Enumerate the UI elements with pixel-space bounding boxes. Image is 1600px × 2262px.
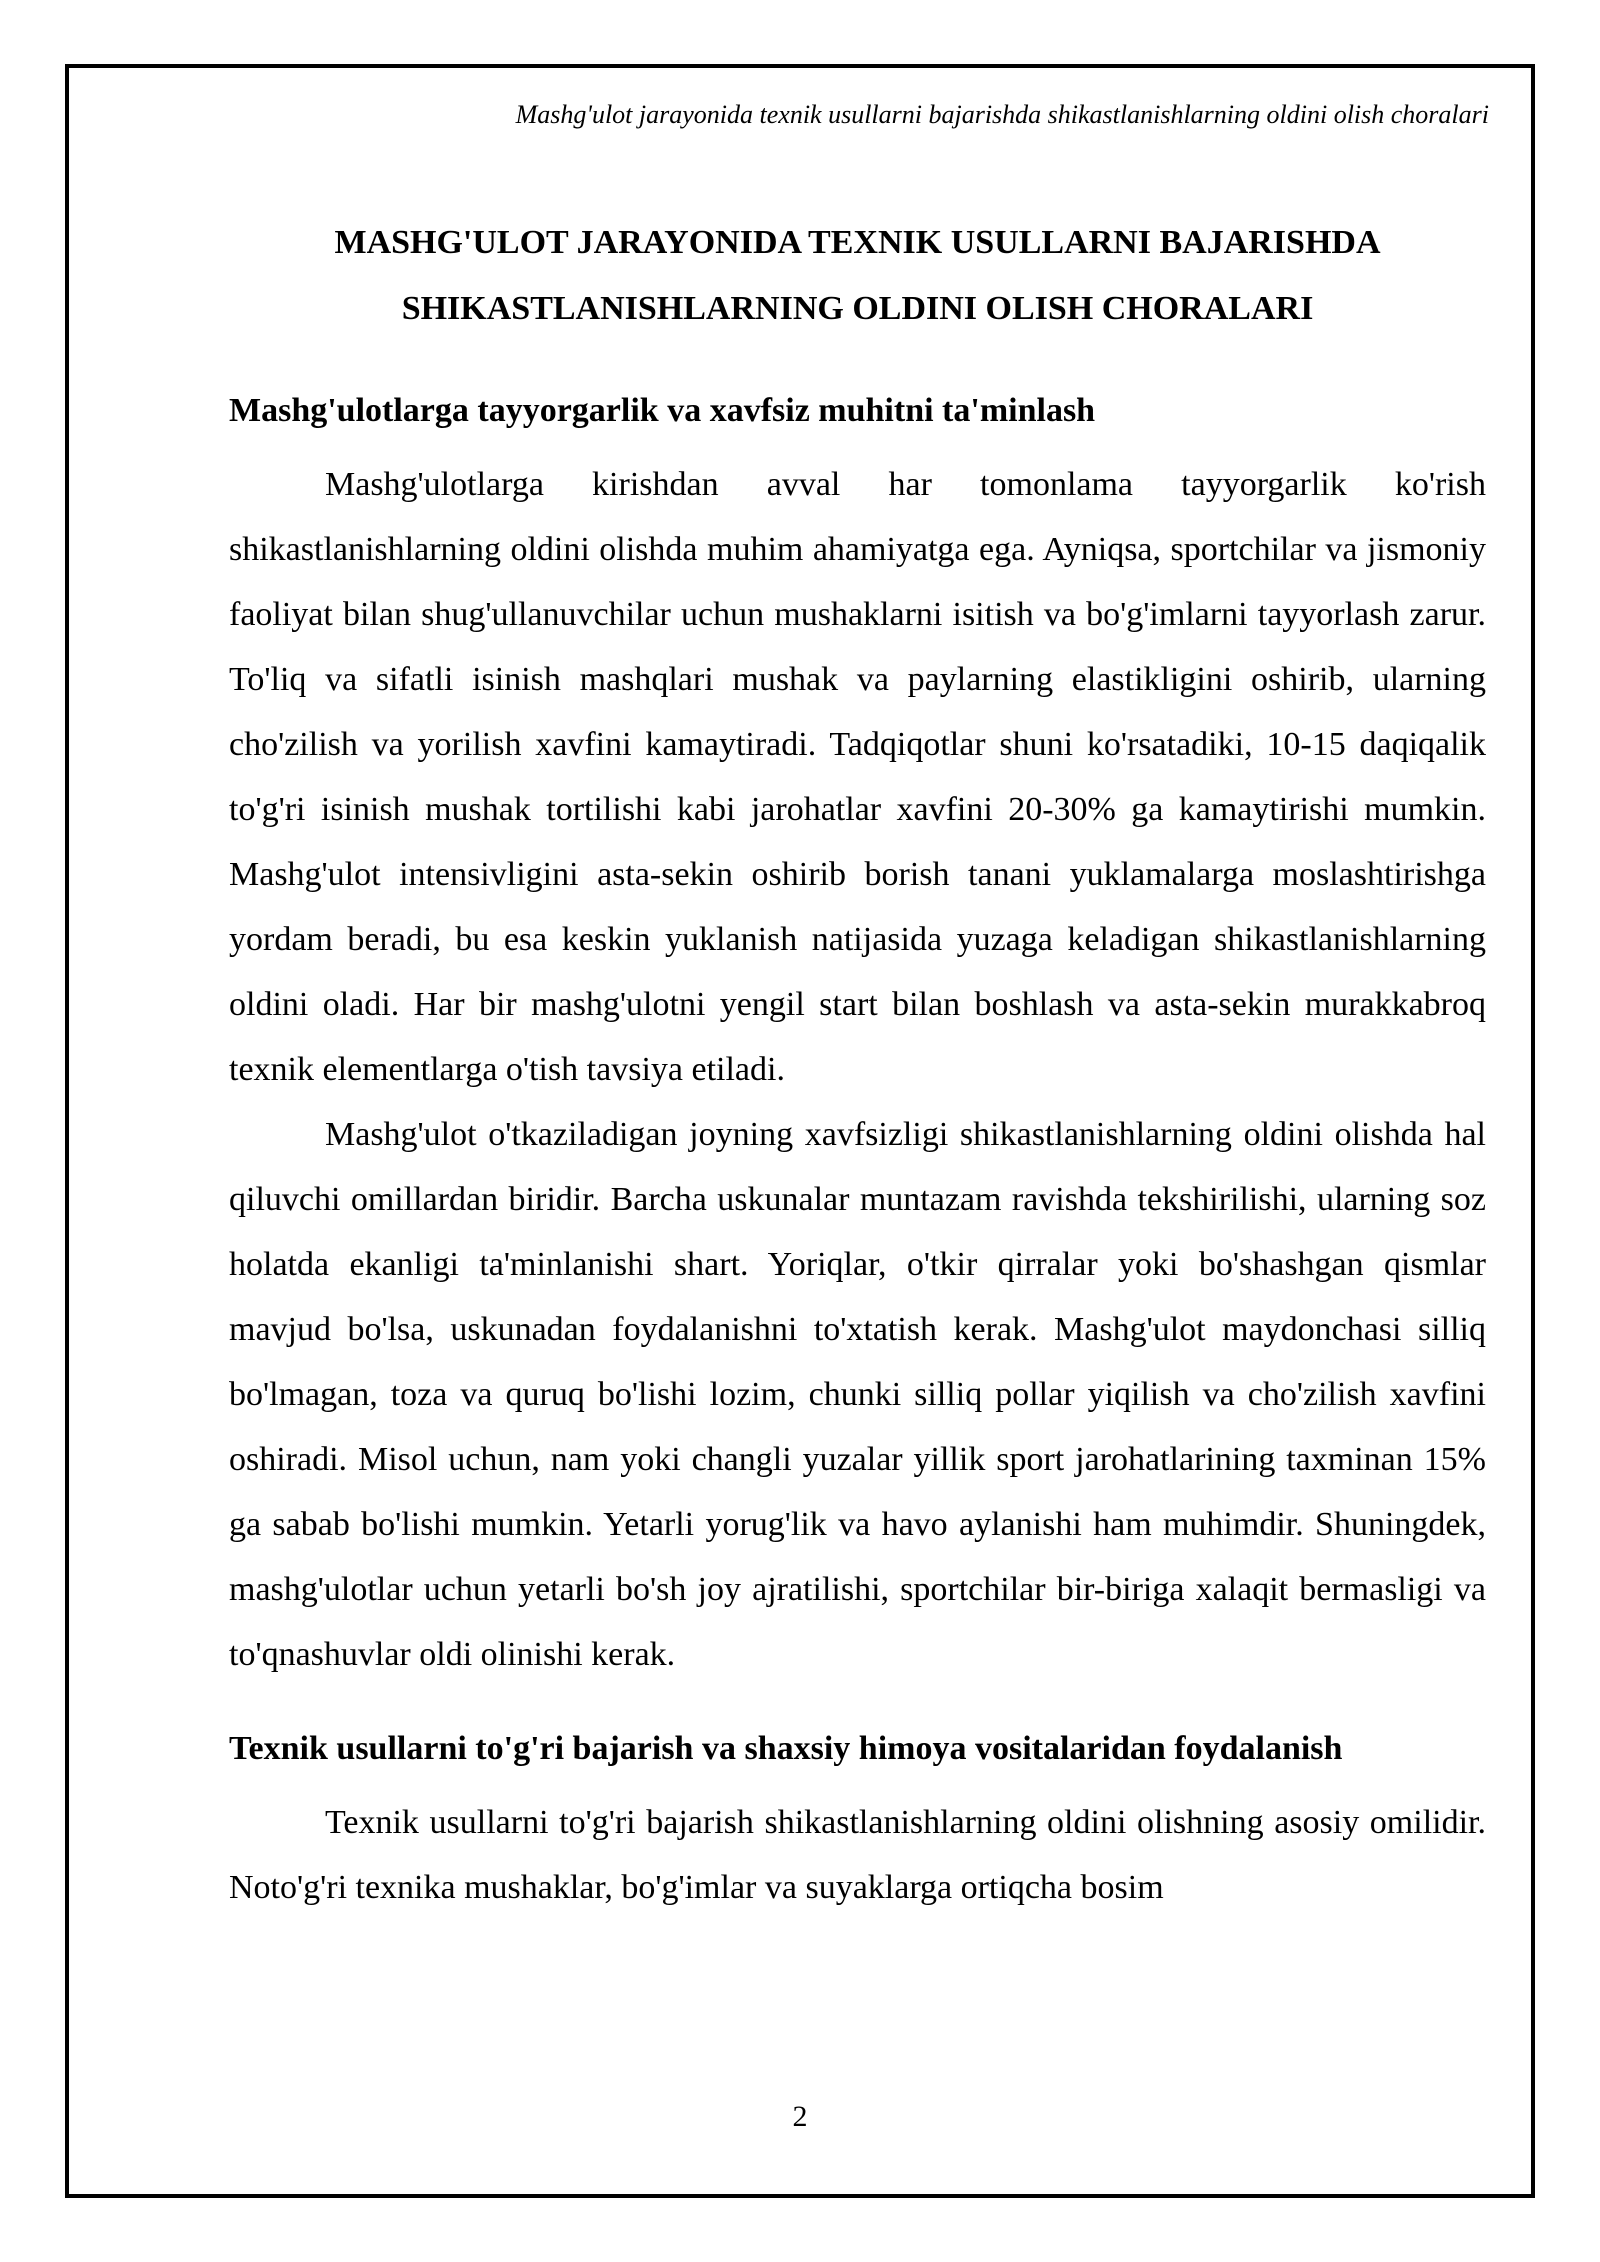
- document-title: [229, 210, 1486, 342]
- page-number: 2: [792, 2100, 808, 2133]
- section-heading-preparation: Mashg'ulotlarga tayyorgarlik va xavfsiz muhitni ta'minlash: [229, 392, 1096, 429]
- document-title-line-1: MASHG'ULOT JARAYONIDA TEXNIK USULLARNI BAJARISHDA: [334, 224, 1381, 261]
- document-body: [229, 210, 1486, 1920]
- document-title-line-2: SHIKASTLANISHLARNING OLDINI OLISH CHORALARI: [401, 290, 1314, 327]
- paragraph-venue-safety: Mashg'ulot o'tkaziladigan joyning xavfsizligi shikastlanishlarning oldini olishda hal qiluvchi omillardan biridir. Barcha uskunalar muntazam ravishda tekshirilishi, ularning soz holatda ekanligi ta'minlanishi shart. Yoriqlar, o'tkir qirralar yoki bo'shashgan qismlar mavjud bo'lsa, uskunadan foydalanishni to'xtatish kerak. Mashg'ulot maydonchasi silliq bo'lmagan, toza va quruq bo'lishi lozim, chunki silliq pollar yiqilish va cho'zilish xavfini oshiradi. Misol uchun, nam yoki changli yuzalar yillik sport jarohatlarining taxminan 15% ga sabab bo'lishi mumkin. Yetarli yorug'lik va havo aylanishi ham muhimdir. Shuningdek, mashg'ulotlar uchun yetarli bo'sh joy ajratilishi, sportchilar bir-biriga xalaqit bermasligi va to'qnashuvlar oldi olinishi kerak.: [229, 1116, 1486, 1673]
- section-heading-technique: Texnik usullarni to'g'ri bajarish va shaxsiy himoya vositalaridan foydalanish: [229, 1730, 1343, 1767]
- running-header: Mashg'ulot jarayonida texnik usullarni bajarishda shikastlanishlarning oldini olish choralari: [515, 100, 1489, 129]
- paragraph-warmup: Mashg'ulotlarga kirishdan avval har tomonlama tayyorgarlik ko'rish shikastlanishlarning oldini olishda muhim ahamiyatga ega. Ayniqsa, sportchilar va jismoniy faoliyat bilan shug'ullanuvchilar uchun mushaklarni isitish va bo'g'imlarni tayyorlash zarur. To'liq va sifatli isinish mashqlari mushak va paylarning elastikligini oshirib, ularning cho'zilish va yorilish xavfini kamaytiradi. Tadqiqotlar shuni ko'rsatadiki, 10-15 daqiqalik to'g'ri isinish mushak tortilishi kabi jarohatlar xavfini 20-30% ga kamaytirishi mumkin. Mashg'ulot intensivligini asta-sekin oshirib borish tanani yuklamalarga moslashtirishga yordam beradi, bu esa keskin yuklanish natijasida yuzaga keladigan shikastlanishlarning oldini oladi. Har bir mashg'ulotni yengil start bilan boshlash va asta-sekin murakkabroq texnik elementlarga o'tish tavsiya etiladi.: [229, 466, 1486, 1088]
- paragraph-technique: Texnik usullarni to'g'ri bajarish shikastlanishlarning oldini olishning asosiy omilidir. Noto'g'ri texnika mushaklar, bo'g'imlar va suyaklarga ortiqcha bosim: [229, 1804, 1486, 1906]
